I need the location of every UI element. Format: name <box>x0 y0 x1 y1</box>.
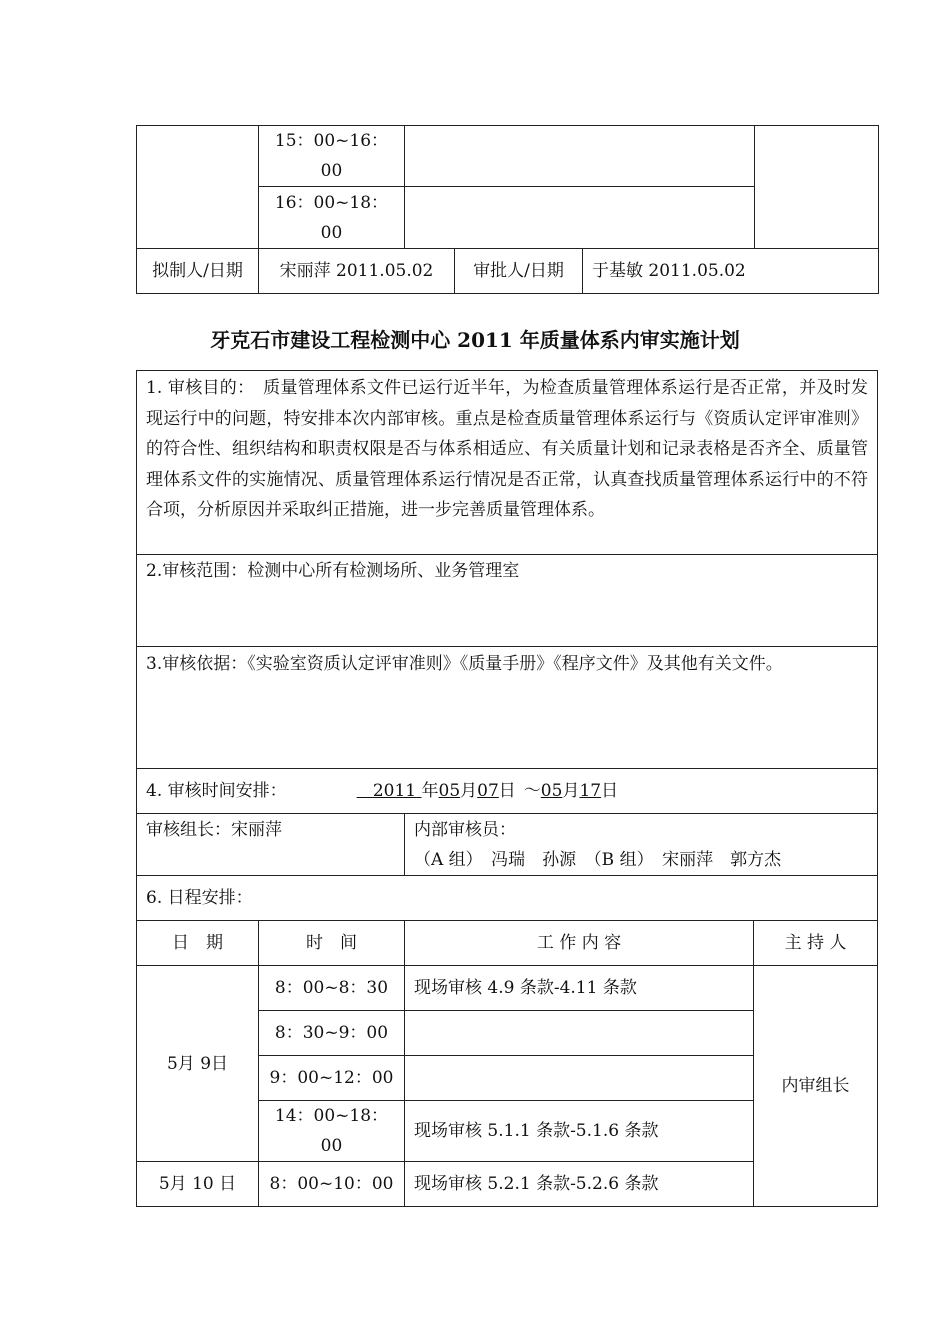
audit-purpose: 1. 审核目的： 质量管理体系文件已运行近半年，为检查质量管理体系运行是否正常，并及时发现运行中的问题，特安排本次内部审核。重点是检查质量管理体系运行与《资质认定评审准则》的符合性、组织结构和职责权限是否与体系相适应、有关质量计划和记录表格是否齐全、质量管理体系文件的实施情况、质量管理体系运行情况是否正常，认真查找质量管理体系运行中的不符合项，分析原因并采取纠正措施，进一步完善质量管理体系。 <box>137 371 878 555</box>
date-cell <box>137 126 259 249</box>
host-cell: 内审组长 <box>754 966 878 1207</box>
approver-label: 审批人/日期 <box>455 249 583 294</box>
content-cell <box>405 1056 754 1101</box>
drafter-value: 宋丽萍 2011.05.02 <box>259 249 455 294</box>
audit-plan-table <box>136 370 878 1207</box>
time-cell: 16：00~18：00 <box>259 187 405 249</box>
header-date: 日 期 <box>137 921 259 966</box>
time-cell: 15：00~16：00 <box>259 126 405 187</box>
internal-auditors <box>405 814 878 876</box>
schedule-start-day: 07 <box>477 781 499 801</box>
content-cell: 现场审核 5.1.1 条款-5.1.6 条款 <box>405 1101 754 1162</box>
agenda-label: 6. 日程安排： <box>137 876 878 921</box>
content-cell <box>405 187 755 249</box>
audit-scope: 2.审核范围：检测中心所有检测场所、业务管理室 <box>137 555 878 647</box>
content-cell: 现场审核 5.2.1 条款-5.2.6 条款 <box>405 1162 754 1207</box>
content-cell <box>405 126 755 187</box>
schedule-time-label: 4. 审核时间安排： <box>146 781 287 801</box>
audit-leader: 审核组长：宋丽萍 <box>137 814 405 876</box>
content-cell <box>405 1011 754 1056</box>
auditors-label: 内部审核员： <box>414 820 516 840</box>
audit-basis: 3.审核依据：《实验室资质认定评审准则》《质量手册》《程序文件》及其他有关文件。 <box>137 647 878 769</box>
previous-schedule-table <box>136 125 879 294</box>
auditors-list: （A 组） 冯瑞 孙源 （B 组） 宋丽萍 郭方杰 <box>414 850 782 870</box>
time-cell: 8：30~9：00 <box>259 1011 405 1056</box>
host-cell <box>755 126 879 249</box>
drafter-label: 拟制人/日期 <box>137 249 259 294</box>
time-cell: 8：00~10：00 <box>259 1162 405 1207</box>
date-cell: 5月 10 日 <box>137 1162 259 1207</box>
time-cell: 14：00~18：00 <box>259 1101 405 1162</box>
date-cell: 5月 9日 <box>137 966 259 1162</box>
header-host: 主 持 人 <box>754 921 878 966</box>
header-time: 时 间 <box>259 921 405 966</box>
time-cell: 8：00~8：30 <box>259 966 405 1011</box>
schedule-year: 2011 <box>372 781 417 801</box>
header-content: 工 作 内 容 <box>405 921 754 966</box>
content-cell: 现场审核 4.9 条款-4.11 条款 <box>405 966 754 1011</box>
approver-value: 于基敏 2011.05.02 <box>583 249 879 294</box>
schedule-end-month: 05 <box>540 781 563 801</box>
schedule-end-day: 17 <box>579 781 602 801</box>
schedule-start-month: 05 <box>438 781 461 801</box>
page-title: 牙克石市建设工程检测中心 2011 年质量体系内审实施计划 <box>210 328 740 352</box>
audit-schedule-time: 4. 审核时间安排： 2011 年05月07日 ～05月17日 <box>137 769 878 814</box>
time-cell: 9：00~12：00 <box>259 1056 405 1101</box>
